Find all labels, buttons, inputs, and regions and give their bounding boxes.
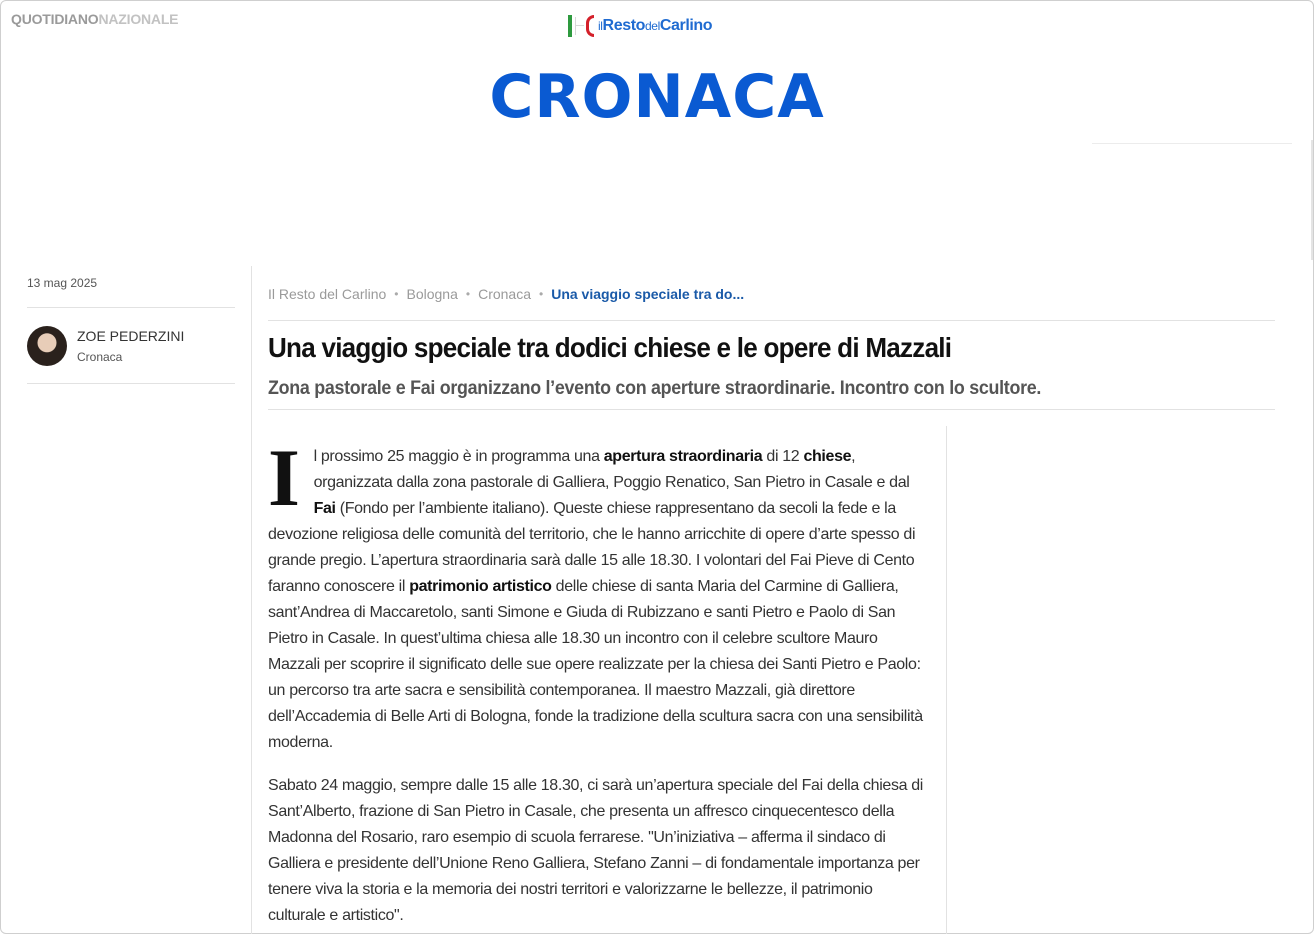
author-avatar[interactable]: [27, 326, 67, 366]
author-block[interactable]: [27, 308, 235, 384]
article-body: [268, 432, 932, 934]
breadcrumb-bologna[interactable]: Bologna: [406, 286, 458, 302]
column-divider-right: [946, 426, 947, 934]
paragraph-2: Sabato 24 maggio, sempre dalle 15 alle 18.30, ci sarà un’apertura speciale del Fai della chiesa di Sant’Alberto, frazione di San Pietro in Casale, che presenta un affresco cinquecentesco della Madonna del Rosario, raro esempio di scuola ferrarese. "Un’iniziativa – afferma il sindaco di Galliera e presidente dell’Unione Reno Galliera, Stefano Zanni – di fondamentale importanza per tenere viva la storia e la memoria dei nostri territori e valorizzarne le bellezze, il patrimonio culturale e artistico".: [268, 777, 924, 924]
breadcrumb-separator: •: [394, 287, 399, 301]
author-section: Cronaca: [77, 349, 123, 364]
drop-cap: I: [268, 432, 300, 523]
section-title[interactable]: CRONACA: [489, 62, 825, 132]
article-subtitle: Zona pastorale e Fai organizzano l’evento con aperture straordinarie. Incontro con lo scultore.: [268, 378, 1042, 399]
scrollbar[interactable]: [1311, 140, 1313, 260]
breadcrumb-separator: •: [465, 287, 471, 301]
logo-word-1: QUOTIDIANO: [11, 11, 99, 27]
divider: [1092, 143, 1292, 144]
breadcrumb-separator: •: [539, 287, 544, 301]
column-divider: [251, 266, 252, 934]
publish-date: 13 mag 2025: [27, 276, 235, 308]
article-sidebar: [27, 276, 235, 384]
italian-flag-icon: [568, 14, 594, 38]
paragraph-1: Il prossimo 25 maggio è in programma una apertura straordinaria di 12 chiese, organizzata dalla zona pastorale di Galliera, Poggio Renatico, San Pietro in Casale e dal Fai (Fondo per l’ambiente italiano). Queste chiese rappresentano da secoli la fede e la devozione religiosa delle comunità del territorio, che le hanno arricchite di opere d’arte spesso di grande pregio. L’apertura straordinaria sarà dalle 15 alle 18.30. I volontari del Fai Pieve di Cento faranno conoscere il patrimonio artistico delle chiese di santa Maria del Carmine di Galliera, sant’Andrea di Maccaretolo, santi Simone e Giuda di Rubizzano e santi Pietro e Paolo di San Pietro in Casale. In quest’ultima chiesa alle 18.30 un incontro con il celebre scultore Mauro Mazzali per scoprire il significato delle sue opere realizzate per la chiesa dei Santi Pietro e Paolo: un percorso tra arte sacra e sensibilità contemporanea. Il maestro Mazzali, già direttore dell’Accademia di Belle Arti di Bologna, fonde la tradizione della scultura sacra con una sensibilità moderna.: [268, 432, 923, 751]
article-title: Una viaggio speciale tra dodici chiese e le opere di Mazzali: [268, 332, 952, 363]
breadcrumb-current: Una viaggio speciale tra do...: [551, 286, 745, 302]
breadcrumb-cronaca[interactable]: Cronaca: [478, 286, 531, 302]
divider: [268, 320, 1275, 321]
logo-word-2: NAZIONALE: [98, 11, 179, 27]
author-name[interactable]: ZOE PEDERZINI: [77, 327, 185, 344]
divider: [268, 409, 1275, 410]
resto-del-carlino-logo[interactable]: [568, 13, 712, 39]
breadcrumb-home[interactable]: Il Resto del Carlino: [268, 286, 387, 302]
breadcrumb: [268, 286, 744, 302]
quotidiano-nazionale-logo[interactable]: [11, 11, 178, 27]
brand-wordmark: ilRestodelCarlino: [598, 17, 713, 34]
